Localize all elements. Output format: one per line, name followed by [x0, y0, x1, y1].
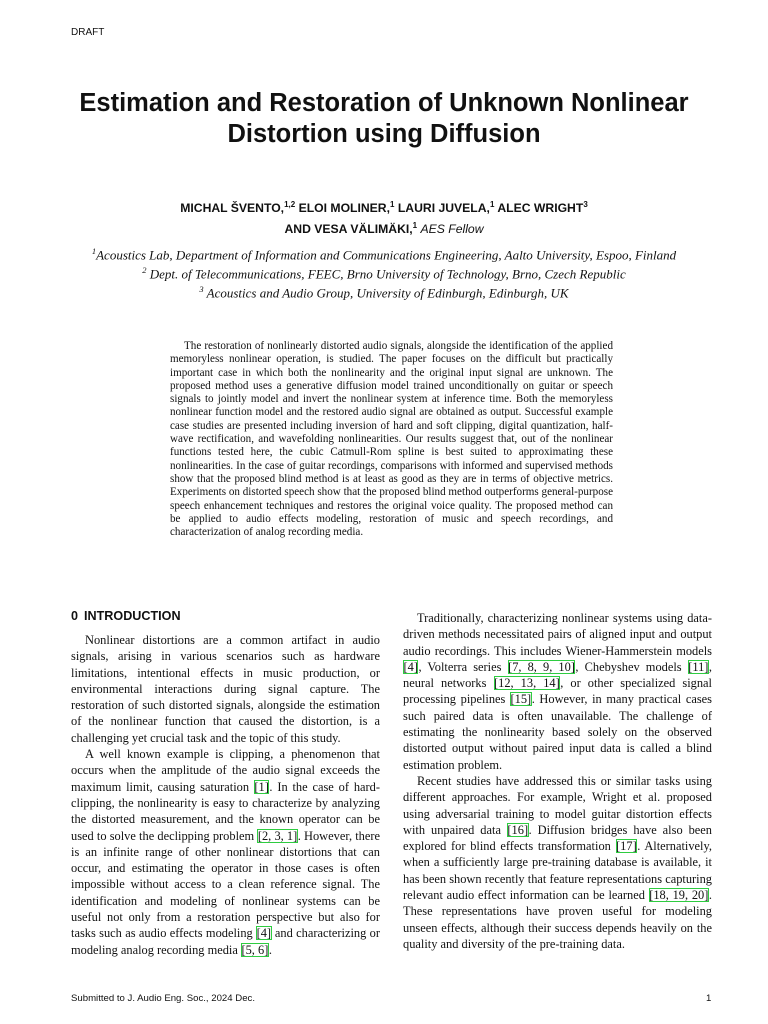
author-1-affil: 1,2 [284, 200, 296, 209]
affiliation-1-text: Acoustics Lab, Department of Information and Communications Engineering, Aalto University, Espoo, Finland [96, 247, 677, 263]
intro-paragraph-4 [403, 773, 712, 952]
citation-link[interactable]: [2, 3, 1] [257, 828, 298, 843]
text-run: . However, there is an infinite range of other nonlinear distortions that can occur, and estimating the operator in those cases is often impossible without access to a clean reference signal. The identification and modeling of nonlinear systems can be useful not only from a restoration perspective but also for tasks such as audio effects modeling [71, 828, 380, 941]
text-run: Recent studies have addressed this or similar tasks using different approaches. For example, Wright et al. proposed using adversarial training to model guitar distortion effects with unpaired data [403, 773, 712, 837]
text-run: . However, in many practical cases such paired data is often unavailable. The challenge of estimating the nonlinearity based solely on the observed distorted output without paired input data is called a blind estimation problem. [403, 692, 712, 772]
author-3-affil: 1 [489, 200, 495, 209]
citation-link[interactable]: [18, 19, 20] [649, 888, 709, 903]
citation-link[interactable]: [4] [256, 926, 272, 941]
affiliation-3-marker: 3 [199, 283, 204, 294]
citation-link[interactable]: [5, 6] [241, 942, 269, 957]
paper-title [40, 88, 728, 150]
text-run: . In the case of hard-clipping, the nonlinearity is easy to characterize by analyzing the distorted measurement, and the known operator can be used to solve the declipping problem [71, 779, 380, 843]
text-run: , or other specialized signal processing pipelines [403, 676, 712, 707]
intro-paragraph-2 [71, 746, 380, 958]
author-2: ELOI MOLINER, [295, 201, 390, 216]
affiliation-3-text: Acoustics and Audio Group, University of Edinburgh, Edinburgh, UK [203, 284, 569, 300]
author-5-affil: 1 [412, 221, 418, 231]
text-run: and characterizing or modeling analog recording media [71, 926, 380, 957]
title-line-1: Estimation and Restoration of Unknown Nonlinear [79, 89, 689, 117]
author-5-title: AES Fellow [420, 222, 484, 237]
footer-submission: Submitted to J. Audio Eng. Soc., 2024 Dec. [71, 993, 255, 1004]
affiliation-1-marker: 1 [91, 246, 97, 256]
citation-link[interactable]: [15] [510, 692, 532, 707]
text-run: , Volterra series [418, 659, 508, 674]
author-1: MICHAL ŠVENTO, [180, 201, 285, 216]
citation-link[interactable]: [12, 13, 14] [494, 676, 560, 691]
draft-label: DRAFT [71, 27, 105, 38]
citation-link[interactable]: [11] [688, 659, 709, 674]
text-run: . Diffusion bridges have also been explored for blind effects transformation [403, 822, 712, 854]
affiliations [40, 244, 728, 300]
section-heading [71, 609, 181, 623]
title-line-2: Distortion using Diffusion [227, 120, 541, 148]
text-run: . These representations have proven useful for modeling unseen effects, although their success depends heavily on the quality and diversity of the pre-training data. [403, 888, 712, 951]
author-list [40, 196, 728, 238]
citation-link[interactable]: [1] [254, 779, 269, 794]
text-run: Traditionally, characterizing nonlinear systems using data-driven methods necessitated pairs of aligned input and output audio recordings. This includes Wiener-Hammerstein models [403, 611, 712, 658]
affiliation-1 [40, 244, 728, 263]
affiliation-2-marker: 2 [142, 264, 147, 275]
page-number: 1 [706, 993, 712, 1004]
text-run: , Chebyshev models [575, 659, 688, 674]
abstract-text: The restoration of nonlinearly distorted audio signals, alongside the identification of the applied memoryless nonlinear operation, is studied. The paper focuses on the difficult but practically important case in which both the nonlinearity and the original input signal are unknown. The proposed method uses a generative diffusion model trained unconditionally on guitar or speech signals to jointly model and invert the nonlinear system at inference time. Both the memoryless nonlinear function model and the restored audio signal are obtained as output. Successful example case studies are presented including inversion of hard and soft clipping, digital quantization, half-wave rectification, and wavefolding nonlinearities. Our results suggest that, out of the nonlinear functions tested here, the cubic Catmull-Rom spline is best suited to approximating these nonlinearities. In the case of guitar recordings, comparisons with informed and supervised methods show that the proposed blind method is at least as good as they are in terms of objective metrics. Experiments on distorted speech show that the proposed blind method outperforms general-purpose speech enhancement techniques and restores the original voice quality. The proposed method can be applied to audio effects modeling, restoration of music and speech recordings, and characterization of analog recording media. [170, 340, 613, 539]
affiliation-2-text: Dept. of Telecommunications, FEEC, Brno University of Technology, Brno, Czech Republic [146, 266, 626, 282]
author-4: ALEC WRIGHT [494, 201, 584, 216]
abstract [170, 340, 613, 539]
affiliation-2 [40, 263, 728, 282]
intro-paragraph-1: Nonlinear distortions are a common artifact in audio signals, arising in various scenarios such as hardware limitations, intentional effects in music production, or environmental interactions during signal capture. The restoration of such distorted signals, alongside the estimation of the nonlinear function that caused the distortion, is a challenging yet crucial task and the topic of this study. [71, 633, 380, 745]
citation-link[interactable]: [17] [616, 839, 637, 854]
text-run: A well known example is clipping, a phenomenon that occurs when the amplitude of the audio signal exceeds the maximum limit, causing saturation [71, 747, 380, 794]
right-column [403, 610, 712, 952]
text-run: , neural networks [403, 659, 713, 691]
citation-link[interactable]: [4] [403, 659, 418, 674]
author-2-affil: 1 [390, 200, 395, 209]
text-run: . Alternatively, when a sufficiently large pre-training database is available, it has been shown recently that feature representations capturing relevant audio effect information can be learned [403, 839, 712, 903]
author-4-affil: 3 [583, 200, 588, 209]
intro-paragraph-3 [403, 610, 712, 773]
left-column [71, 632, 380, 958]
citation-link[interactable]: [16] [507, 822, 529, 837]
author-5: AND VESA VÄLIMÄKI, [284, 222, 413, 237]
affiliation-3 [40, 282, 728, 301]
section-number: 0 [71, 609, 79, 623]
text-run: . [268, 942, 272, 957]
author-3: LAURI JUVELA, [394, 201, 490, 216]
citation-link[interactable]: [7, 8, 9, 10] [508, 659, 575, 674]
section-title: INTRODUCTION [84, 609, 181, 623]
